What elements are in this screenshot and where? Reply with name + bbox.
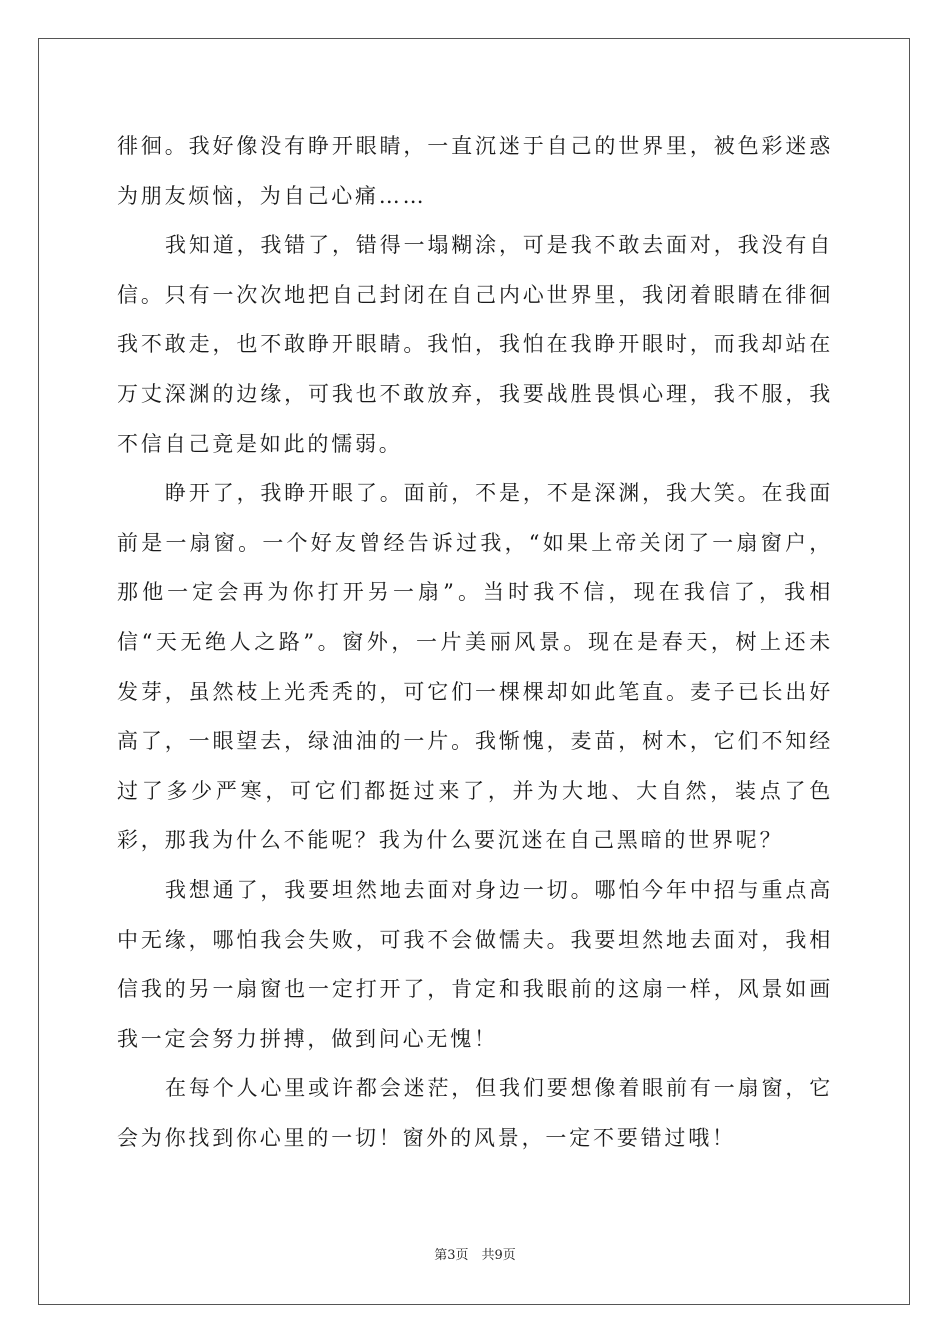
- paragraph-continuation: 徘徊。我好像没有睁开眼睛，一直沉迷于自己的世界里，被色彩迷惑为朋友烦恼，为自己心痛……: [117, 134, 833, 208]
- page-number-footer: 第3页 共9页: [434, 1248, 516, 1263]
- paragraph: 我知道，我错了，错得一塌糊涂，可是我不敢去面对，我没有自信。只有一次次地把自己封闭在自己内心世界里，我闭着眼睛在徘徊我不敢走，也不敢睁开眼睛。我怕，我怕在我睁开眼时，而我却站在万丈深渊的边缘，可我也不敢放弃，我要战胜畏惧心理，我不服，我不信自己竟是如此的懦弱。: [117, 233, 833, 456]
- paragraph: 我想通了，我要坦然地去面对身边一切。哪怕今年中招与重点高中无缘，哪怕我会失败，可我不会做懦夫。我要坦然地去面对，我相信我的另一扇窗也一定打开了，肯定和我眼前的这扇一样，风景如画我一定会努力拼搏，做到问心无愧！: [117, 877, 833, 1051]
- paragraph: 在每个人心里或许都会迷茫，但我们要想像着眼前有一扇窗，它会为你找到你心里的一切！窗外的风景，一定不要错过哦！: [117, 1076, 833, 1150]
- document-body: [117, 122, 833, 1163]
- paragraph: 睁开了，我睁开眼了。面前，不是，不是深渊，我大笑。在我面前是一扇窗。一个好友曾经告诉过我，“如果上帝关闭了一扇窗户，那他一定会再为你打开另一扇”。当时我不信，现在我信了，我相信“天无绝人之路”。窗外，一片美丽风景。现在是春天，树上还未发芽，虽然枝上光秃秃的，可它们一棵棵却如此笔直。麦子已长出好高了，一眼望去，绿油油的一片。我惭愧，麦苗，树木，它们不知经过了多少严寒，可它们都挺过来了，并为大地、大自然，装点了色彩，那我为什么不能呢？我为什么要沉迷在自己黑暗的世界呢？: [117, 481, 833, 853]
